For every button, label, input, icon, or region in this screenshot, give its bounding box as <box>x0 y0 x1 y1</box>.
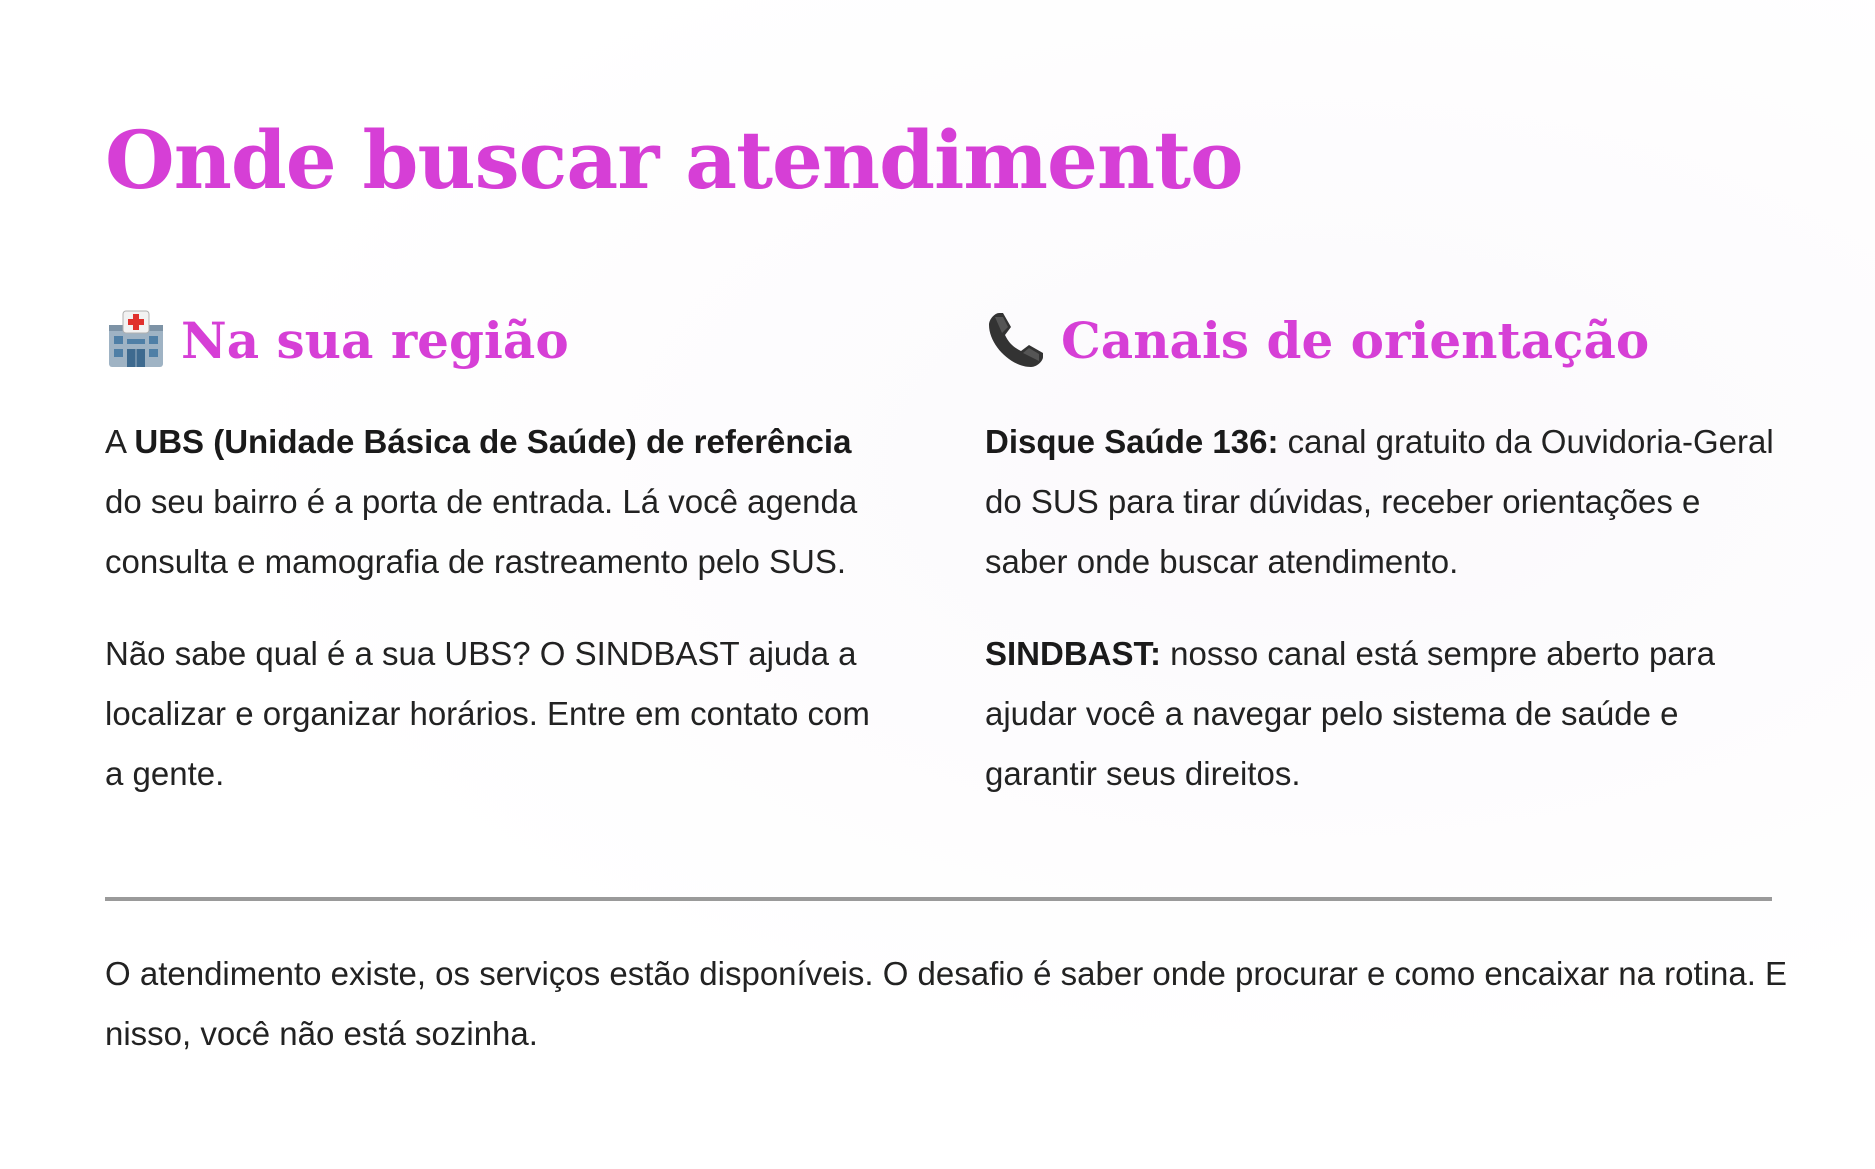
disque-saude-paragraph <box>985 412 1785 592</box>
closing-paragraph: O atendimento existe, os serviços estão disponíveis. O desafio é saber onde procurar e como encaixar na rotina. E nisso, você não está sozinha. <box>105 955 1788 1052</box>
ubs-paragraph-prefix: A <box>105 423 135 460</box>
ubs-paragraph <box>105 412 895 592</box>
sindbast-channel-paragraph <box>985 624 1785 804</box>
sindbast-channel-bold: SINDBAST: <box>985 635 1162 672</box>
disque-saude-rest: canal gratuito da Ouvidoria-Geral do SUS para tirar dúvidas, receber orientações e saber onde buscar atendimento. <box>985 423 1774 580</box>
page-title: Onde buscar atendimento <box>105 113 1243 207</box>
sindbast-channel-rest: nosso canal está sempre aberto para ajudar você a navegar pelo sistema de saúde e garantir seus direitos. <box>985 635 1716 792</box>
ubs-paragraph-rest: do seu bairro é a porta de entrada. Lá você agenda consulta e mamografia de rastreamento pelo SUS. <box>105 483 858 580</box>
regional-heading-label: Na sua região <box>181 310 569 370</box>
ubs-paragraph-bold: UBS (Unidade Básica de Saúde) de referência <box>134 423 852 460</box>
hospital-icon <box>105 309 167 371</box>
telephone-icon <box>985 309 1047 371</box>
disque-saude-bold: Disque Saúde 136: <box>985 423 1279 460</box>
channels-heading-label: Canais de orientação <box>1061 310 1650 370</box>
regional-heading <box>105 300 895 380</box>
divider <box>105 897 1772 901</box>
channels-heading <box>985 300 1785 380</box>
regional-section <box>105 300 895 804</box>
sindbast-help-paragraph: Não sabe qual é a sua UBS? O SINDBAST ajuda a localizar e organizar horários. Entre em contato com a gente. <box>105 635 870 792</box>
channels-section <box>985 300 1785 804</box>
